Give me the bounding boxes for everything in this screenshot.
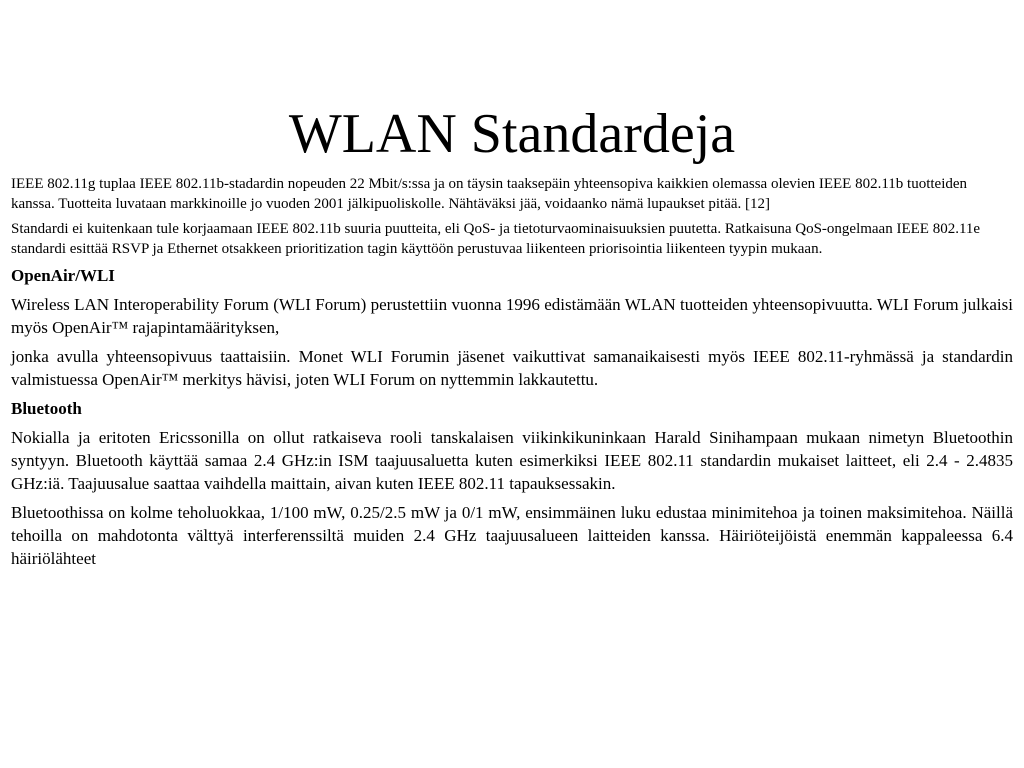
bluetooth-paragraph-2: Bluetoothissa on kolme teholuokkaa, 1/100 mW, 0.25/2.5 mW ja 0/1 mW, ensimmäinen luku edustaa minimitehoa ja toinen maksimitehoa. Näillä tehoilla on mahdotonta välttyä interferenssiltä muiden 2.4 GHz taajuusalueen laitteiden kanssa. Häiriöteijöistä enemmän kappaleessa 6.4 häiriölähteet bbox=[11, 503, 1013, 568]
openair-paragraph-1: Wireless LAN Interoperability Forum (WLI Forum) perustettiin vuonna 1996 edistämään WLAN tuotteiden yhteensopivuutta. WLI Forum julkaisi myös OpenAir™ rajapintamäärityksen, bbox=[11, 295, 1013, 337]
intro-paragraph-2: Standardi ei kuitenkaan tule korjaamaan IEEE 802.11b suuria puutteita, eli QoS- ja tietoturvaominaisuuksien puutetta. Ratkaisuna QoS-ongelmaan IEEE 802.11e standardi esittää RSVP ja Ethernet otsakkeen prioritization tagin käyttöön perustuvaa liikenteen priorisointia liikenteen tyypin mukaan. bbox=[11, 221, 981, 257]
section-heading-openair: OpenAir/WLI bbox=[11, 266, 115, 285]
section-heading-bluetooth: Bluetooth bbox=[11, 399, 82, 418]
openair-paragraph-2: jonka avulla yhteensopivuus taattaisiin. Monet WLI Forumin jäsenet vaikuttivat samanaikaisesti myös IEEE 802.11-ryhmässä ja standardin valmistuessa OpenAir™ merkitys hävisi, joten WLI Forum on nyttemmin lakkautettu. bbox=[11, 347, 1013, 389]
intro-paragraph-1: IEEE 802.11g tuplaa IEEE 802.11b-stadardin nopeuden 22 Mbit/s:ssa ja on täysin taaksepäin yhteensopiva kaikkien olemassa olevien IEEE 802.11b tuotteiden kanssa. Tuotteita luvataan markkinoille jo vuoden 2001 jälkipuoliskolle. Nähtäväksi jää, voidaanko nämä lupaukset pitää. [12] bbox=[11, 176, 968, 212]
slide-title: WLAN Standardeja bbox=[288, 103, 736, 165]
bluetooth-paragraph-1: Nokialla ja eritoten Ericssonilla on ollut ratkaiseva rooli tanskalaisen viikinkikuninkaan Harald Sinihampaan mukaan nimetyn Bluetoothin syntyyn. Bluetooth käyttää samaa 2.4 GHz:in ISM taajuusaluetta kuten esimerkiksi IEEE 802.11 standardin mukaiset laitteet, eli 2.4 - 2.4835 GHz:iä. Taajuusalue saattaa vaihdella maittain, aivan kuten IEEE 802.11 tapauksessakin. bbox=[11, 428, 1013, 493]
